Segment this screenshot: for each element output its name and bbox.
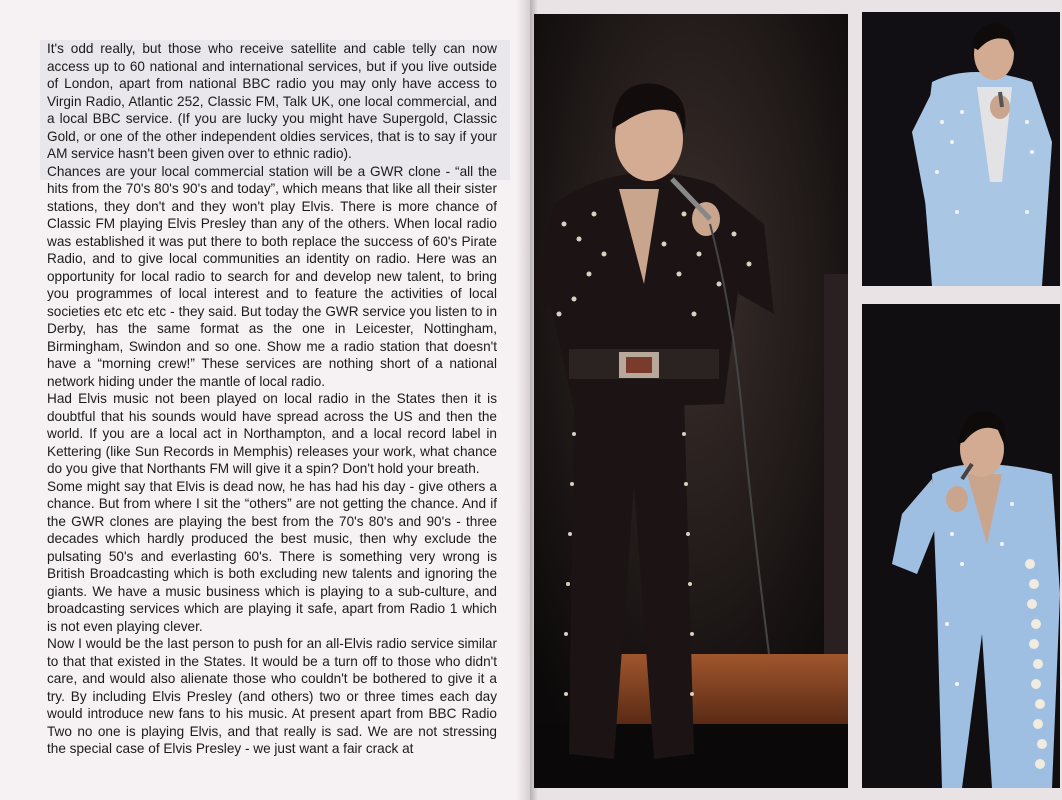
left-page	[0, 0, 530, 800]
photo-black-jumpsuit	[534, 14, 848, 788]
page-fold-shadow	[516, 0, 530, 800]
article-body	[47, 40, 497, 758]
photo-blue-jumpsuit-bottom	[862, 304, 1060, 788]
right-page	[530, 0, 1062, 800]
article-paragraph-4: Some might say that Elvis is dead now, he has had his day - give others a chance. But from where I sit the “others” are not getting the chance. And if the GWR clones are playing the best from the 70's 80's and 90's - three decades which hardly produced the best music, then why exclude the pulsating 50's and everlasting 60's. There is something very wrong is British Broadcasting which is both excluding new talents and ignoring the giants. We have a music business which is playing to a sub-culture, and broadcasting services which are playing it safe, apart from Radio 1 which is not even playing clever.	[47, 478, 497, 634]
article-paragraph-1: It's odd really, but those who receive satellite and cable telly can now access up to 60 national and international services, but if you live outside of London, apart from national BBC radio you may only have access to Virgin Radio, Atlantic 252, Classic FM, Talk UK, one local commercial, and a local BBC service. (If you are lucky you might have Supergold, Classic Gold, or one of the other independent oldies services, that is to say if your AM service hasn't been given over to ethnic radio).	[47, 41, 497, 161]
photo-blue-jumpsuit-top-image	[862, 12, 1060, 286]
photo-black-jumpsuit-image	[534, 14, 848, 788]
photo-blue-jumpsuit-bottom-image	[862, 304, 1060, 788]
article-paragraph-5: Now I would be the last person to push for an all-Elvis radio service similar to that that existed in the States. It would be a turn off to those who didn't care, and would also alienate those who couldn't be bothered to give it a try. By including Elvis Presley (and others) two or three times each day would introduce new fans to his music. At present apart from BBC Radio Two no one is playing Elvis, and that really is sad. We are not stressing the special case of Elvis Presley - we just want a fair crack at	[47, 636, 497, 756]
photo-blue-jumpsuit-top	[862, 12, 1060, 286]
article-paragraph-2: Chances are your local commercial station will be a GWR clone - “all the hits from the 70's 80's 90's and today”, which means that like all their sister stations, they don't and they won't play Elvis. There is more chance of Classic FM playing Elvis Presley than any of the others. When local radio was established it was put there to both replace the success of 60's Pirate Radio, and to give local communities an identity on radio. Here was an opportunity for local radio to search for and develop new talent, to bring you programmes of local interest and to feature the activities of local societies etc etc etc - they said. But today the GWR service you listen to in Derby, has the same format as the one in Leicester, Nottingham, Birmingham, Swindon and so one. Show me a radio station that doesn't have a “morning crew!” These services are nothing short of a national network hiding under the mantle of local radio.	[47, 163, 497, 389]
article-paragraph-3: Had Elvis music not been played on local radio in the States then it is doubtful that his sounds would have spread across the US and then the world. If you are a local act in Northampton, and a local record label in Kettering (like Sun Records in Memphis) releases your work, what chance do you give that Northants FM will give it a spin? Don't hold your breath.	[47, 391, 497, 476]
